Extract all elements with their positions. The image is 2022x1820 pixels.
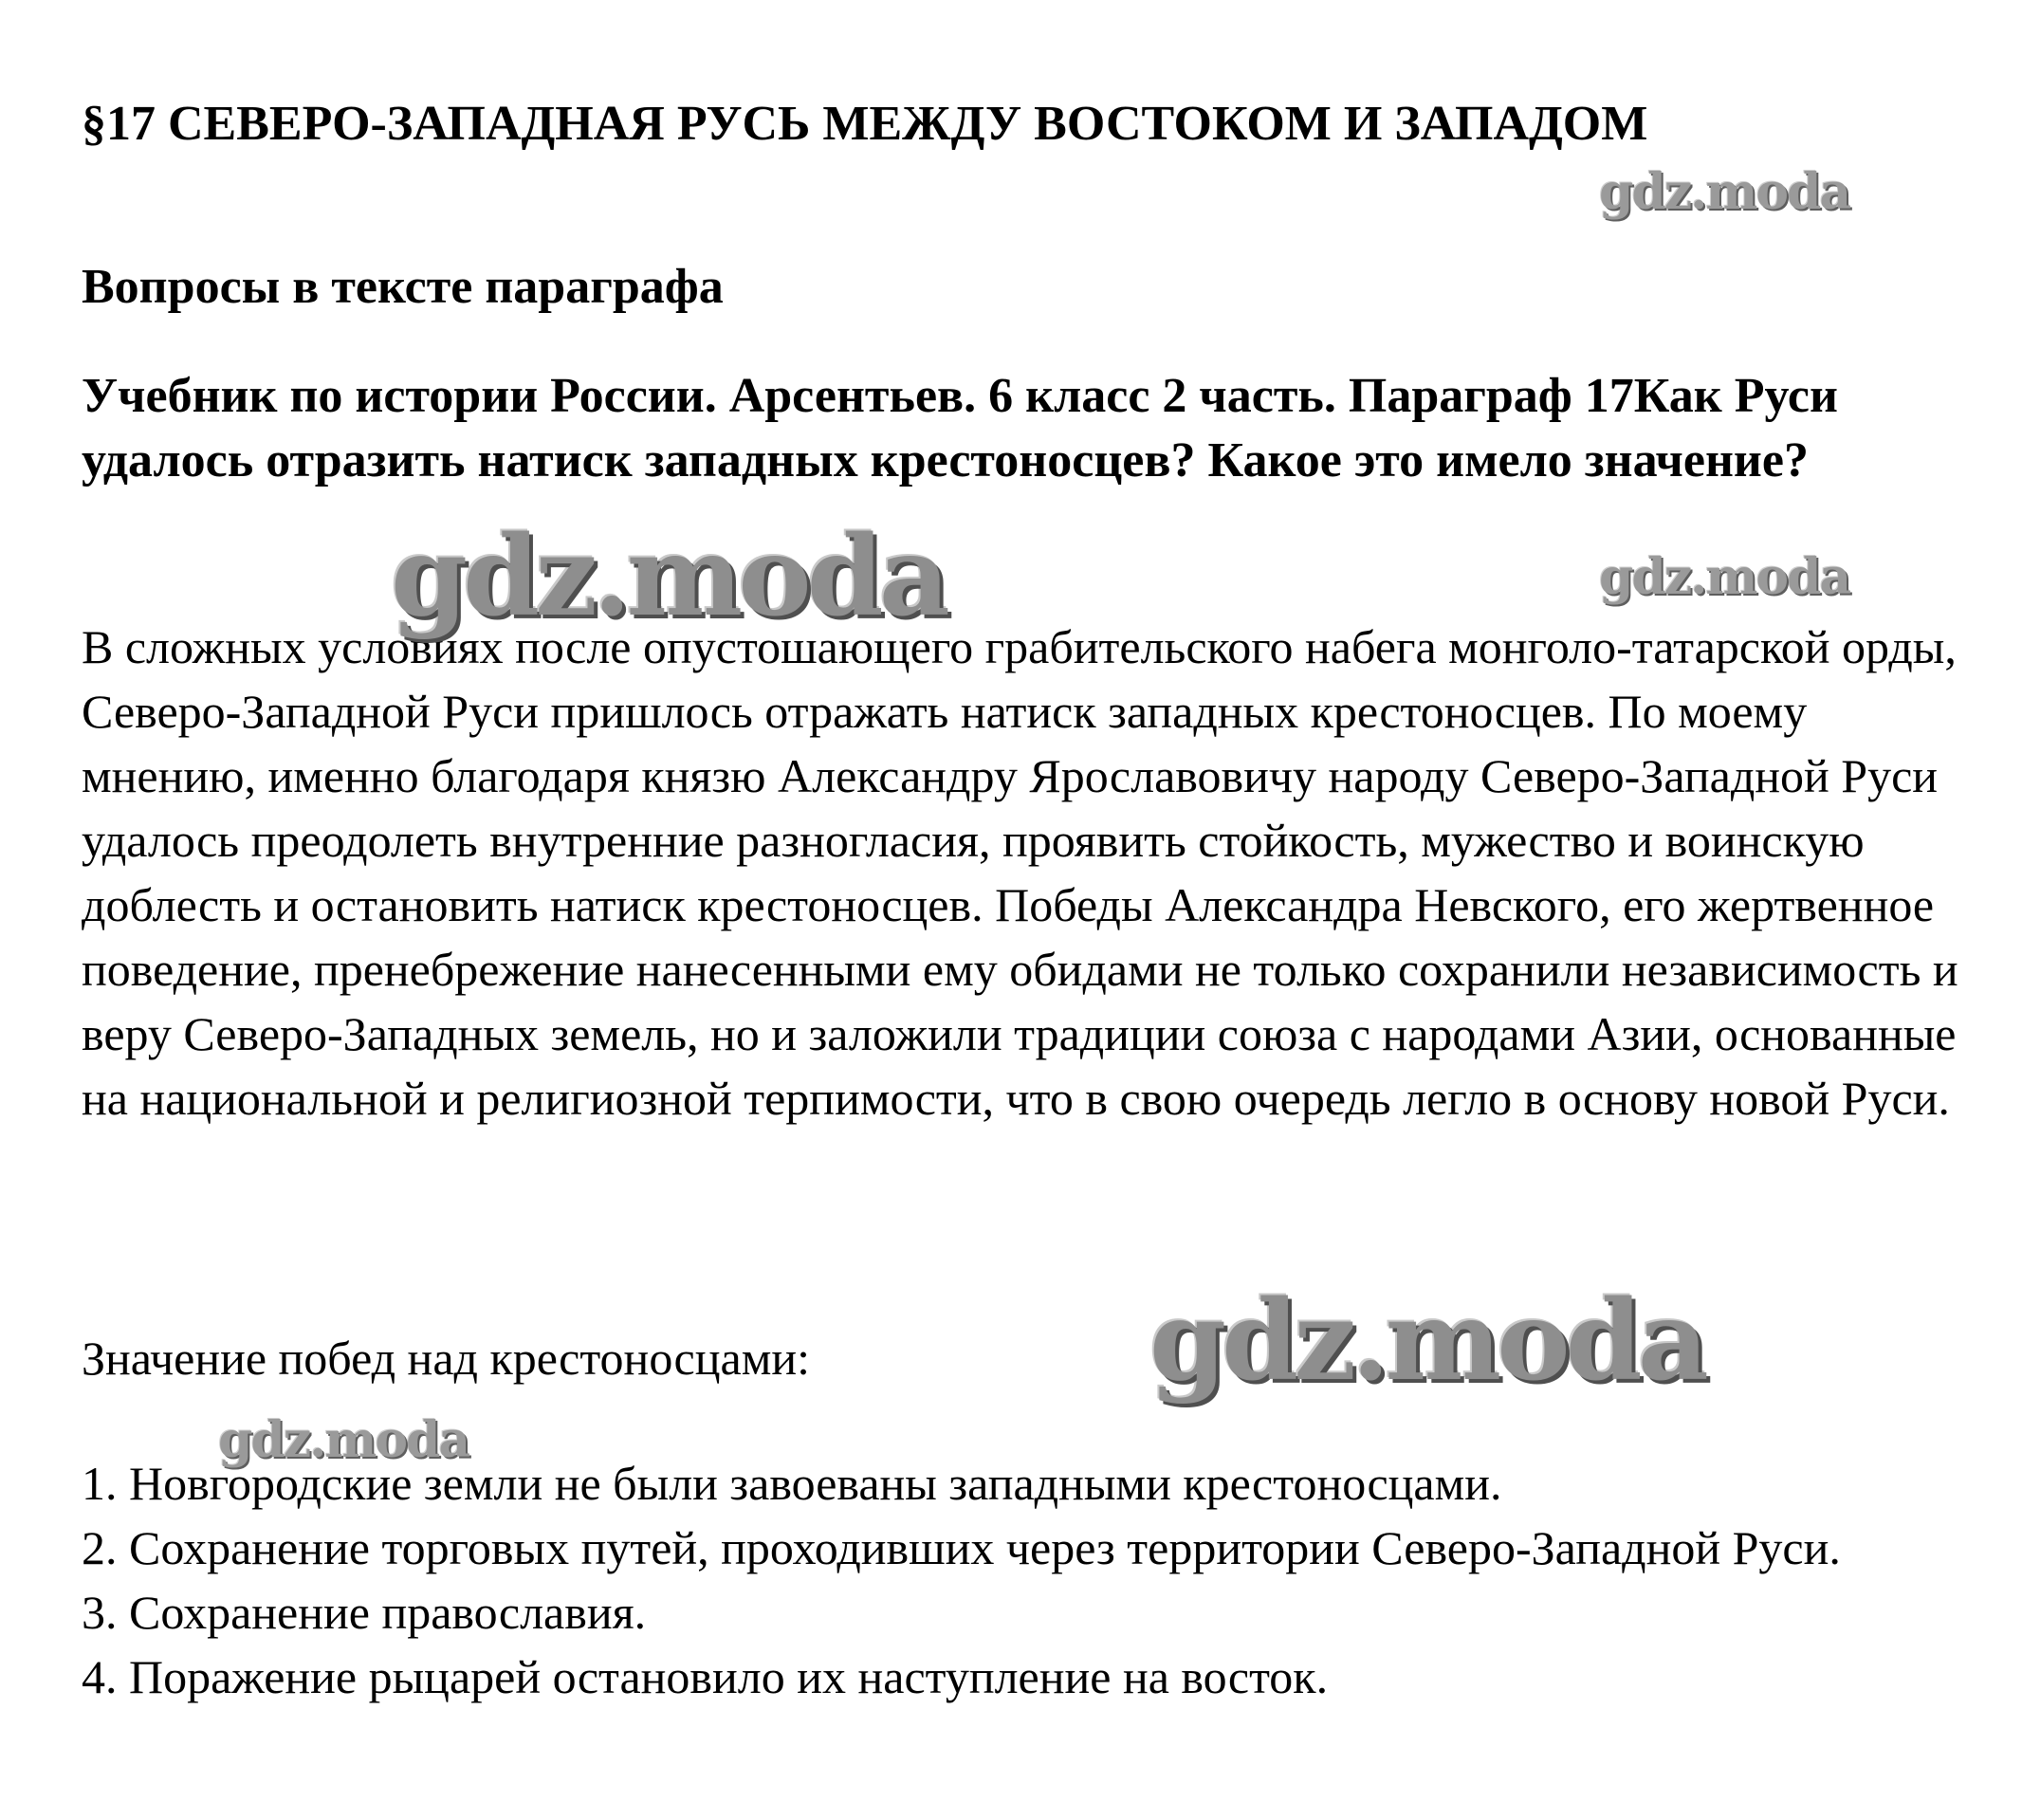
answer-text: В сложных условиях после опустошающего грабительского набега монголо-татарской орды, Северо-Западной Руси пришлось отражать натиск западных крестоносцев. По моему мнению, именно благодаря князю Александру Ярославовичу народу Северо-Западной Руси удалось преодолеть внутренние разногласия, проявить стойкость, мужество и воинскую доблесть и остановить натиск крестоносцев. Победы Александра Невского, его жертвенное поведение, пренебрежение нанесенными ему обидами не только сохранили независимость и веру Северо-Западных земель, но и заложили традиции союза с народами Азии, основанные на национальной и религиозной терпимости, что в свою очередь легло в основу новой Руси. <box>82 620 1958 1125</box>
list-item: 1. Новгородские земли не были завоеваны западными крестоносцами. <box>82 1457 1502 1510</box>
paragraph-title: §17 СЕВЕРО-ЗАПАДНАЯ РУСЬ МЕЖДУ ВОСТОКОМ И ЗАПАДОМ <box>82 97 1648 151</box>
watermark: gdz.moda <box>1149 1277 1704 1406</box>
watermark: gdz.moda <box>1599 548 1850 606</box>
significance-list <box>82 1451 1884 1709</box>
watermark: gdz.moda <box>391 512 946 641</box>
section-heading: Вопросы в тексте параграфа <box>82 260 724 314</box>
question-text: Учебник по истории России. Арсентьев. 6 класс 2 часть. Параграф 17Как Руси удалось отразить натиск западных крестоносцев? Какое это имело значение? <box>82 369 1838 487</box>
significance-heading: Значение побед над крестоносцами: <box>82 1332 810 1385</box>
list-item: 2. Сохранение торговых путей, проходивших через территории Северо-Западной Руси. <box>82 1521 1841 1574</box>
list-item: 4. Поражение рыцарей остановило их наступление на восток. <box>82 1650 1329 1703</box>
watermark: gdz.moda <box>218 1411 469 1469</box>
watermark: gdz.moda <box>1599 163 1850 221</box>
list-item: 3. Сохранение православия. <box>82 1586 647 1639</box>
